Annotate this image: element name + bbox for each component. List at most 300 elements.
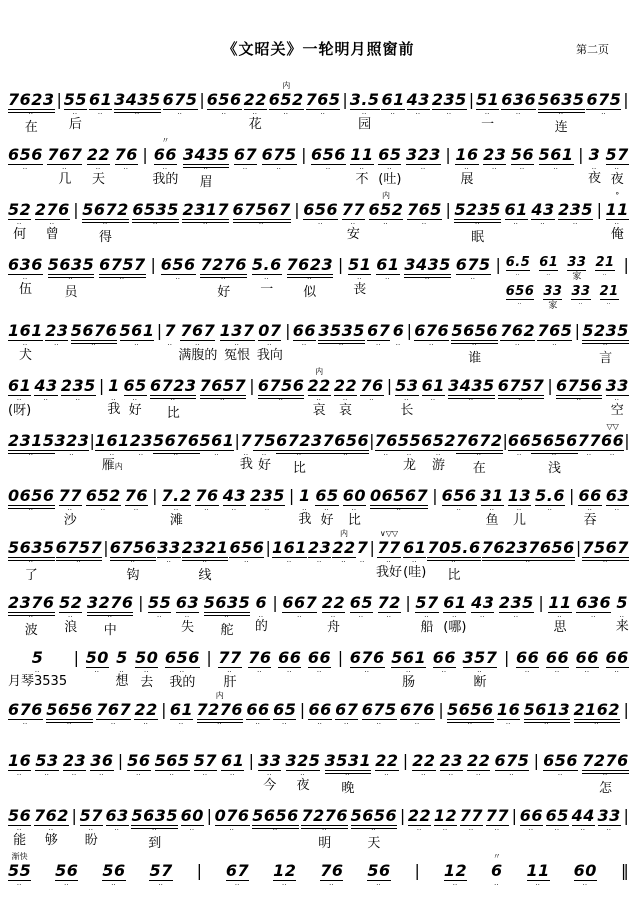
lyric: 眠 (471, 230, 485, 245)
note-group (334, 377, 357, 418)
note-group (248, 649, 271, 668)
note-group (131, 807, 178, 851)
lyric: 盼 (84, 833, 98, 848)
lyric: 了 (24, 568, 38, 583)
note-group (262, 146, 297, 165)
lyric: 天 (91, 172, 105, 187)
note-group (55, 432, 90, 451)
lyric: 滩 (169, 513, 183, 528)
note-digits: 23 ‥ (45, 322, 68, 341)
note-digits: 60 ‥ (343, 487, 366, 506)
annotation-mark: 内 (315, 367, 324, 376)
barline: | (299, 700, 306, 719)
note-digits: 7276 ‥ (197, 701, 244, 723)
note-digits: 2315 ‥ (8, 432, 55, 454)
note-group (378, 594, 401, 613)
note-digits: 7567 ‥ (582, 539, 629, 561)
note-digits: 5656 ‥ (447, 701, 494, 723)
note-digits: 52 ‥ (59, 594, 82, 613)
stack-voice-bottom (506, 285, 619, 311)
note-digits: 675 ‥ (262, 146, 297, 165)
note-group (229, 539, 264, 558)
barline: | (73, 648, 80, 667)
note-group (181, 807, 204, 826)
note-digits: 61 ‥ (376, 256, 399, 275)
note-digits: 767 ‥ (180, 322, 215, 341)
note-digits: 66 ‥ (516, 649, 539, 668)
note-digits: 325 ‥ (286, 752, 321, 771)
note-digits: 656 ‥ (543, 752, 578, 771)
lyric: 失 (181, 620, 195, 635)
note-digits: 61 ‥ (443, 594, 466, 613)
note-group (539, 256, 558, 271)
lyric: 龙 (402, 458, 416, 473)
note-digits: 76 ‥ (115, 146, 138, 165)
note-digits: 61 ‥ (170, 701, 193, 720)
barline: | (574, 321, 581, 340)
note-group (55, 862, 78, 881)
note-group (500, 322, 535, 341)
note-digits: 1 ‥ (108, 377, 120, 395)
note-group (135, 649, 158, 690)
note-digits: 656 ‥ (303, 201, 338, 220)
note-digits: 6723 ‥ (276, 432, 323, 454)
note-group (511, 146, 534, 165)
note-group (71, 322, 118, 344)
score-line-9 (6, 528, 631, 583)
note-group (408, 807, 431, 826)
note-group (59, 594, 82, 635)
note-group (308, 539, 331, 558)
note-group (448, 377, 495, 399)
lyric: 满腹的 (178, 348, 218, 363)
note-digits: 161 ‥ (95, 432, 130, 451)
barline: | (285, 321, 291, 340)
note-group (303, 201, 338, 220)
lyric: 夜 (587, 171, 601, 186)
note-digits: 66 ‥ (246, 701, 269, 720)
lyric: 一 (260, 282, 274, 297)
note-group (378, 146, 401, 187)
note-group (375, 752, 398, 771)
lyric: 到 (148, 836, 162, 851)
note-digits: 561 ‥ (539, 146, 574, 165)
note-group (315, 487, 338, 528)
note-group (34, 377, 57, 396)
lyric: 夜 (296, 778, 310, 793)
note-digits: 656 ‥ (506, 285, 535, 300)
note-group (63, 752, 86, 771)
barline: | (495, 255, 501, 274)
note-digits: 12 ‥ (273, 862, 296, 881)
note-digits: 57 ‥ (149, 862, 172, 881)
note-group (483, 146, 506, 165)
note-group (567, 256, 586, 282)
score-line-7 (6, 421, 631, 476)
barline: | (71, 806, 77, 825)
note-group (244, 91, 267, 132)
note-digits: 56 ‥ (127, 752, 150, 771)
note-digits: 235 ‥ (61, 377, 96, 396)
lyric: 后 (68, 117, 82, 132)
note-digits: 767 ‥ (47, 146, 82, 165)
stack-voice-top (506, 256, 619, 282)
note-digits: 66 ‥ (601, 432, 624, 451)
note-digits: 235 ‥ (250, 487, 285, 506)
note-digits: 5672 ‥ (82, 201, 129, 223)
lyric: 谁 (468, 351, 482, 366)
note-group (115, 649, 128, 689)
score-line-2 (6, 135, 631, 190)
lyric: 夜 (610, 172, 624, 187)
note-digits: 76 ‥ (360, 377, 383, 396)
note-digits: 56 ‥ (367, 862, 390, 881)
score-title: 《文昭关》一轮明月照窗前 (222, 40, 415, 58)
note-digits: 13 ‥ (508, 487, 531, 506)
barline: | (538, 593, 544, 612)
note-digits: 765 ‥ (407, 201, 442, 220)
lyric: 波 (24, 623, 38, 638)
note-group (255, 594, 268, 634)
note-digits: 57 ‥ (80, 807, 103, 826)
note-digits: 16 ‥ (455, 146, 478, 165)
lyric: 连 (554, 120, 568, 135)
note-group (95, 432, 130, 474)
note-digits: 22 ‥ (308, 377, 331, 396)
note-group (407, 91, 430, 110)
barline: | (623, 700, 629, 719)
note-group (482, 539, 575, 561)
note-digits: 65 ‥ (124, 377, 147, 396)
note-digits: 16 ‥ (497, 701, 520, 720)
note-digits: 33 ‥ (157, 539, 180, 558)
note-digits: 323 ‥ (406, 146, 441, 165)
note-digits: 21 ‥ (600, 285, 619, 300)
note-group (376, 256, 399, 275)
note-group (403, 539, 426, 580)
note-group (415, 594, 438, 635)
lyric: 伍 (18, 282, 32, 297)
note-digits: 5635 ‥ (131, 807, 178, 829)
lyric: 空 (610, 403, 624, 418)
note-group (161, 256, 196, 275)
note-digits: 57 ‥ (606, 146, 629, 165)
note-group (508, 432, 531, 451)
note-group (157, 539, 180, 558)
note-digits: 33 ‥ (258, 752, 281, 771)
note-group (204, 594, 251, 638)
note-digits: 22 ‥ (244, 91, 267, 110)
note-group (200, 377, 247, 399)
note-digits: 161 ‥ (272, 539, 307, 558)
note-group (481, 487, 504, 528)
note-group (444, 862, 467, 881)
annotation-mark: ▽▽ (606, 422, 619, 431)
lyric: 游 (432, 458, 446, 473)
note-digits: 61 ‥ (539, 256, 558, 271)
note-digits: 076 ‥ (215, 807, 250, 826)
lyric: 眉 (199, 175, 213, 190)
lyric: 言 (599, 351, 613, 366)
note-group (8, 146, 43, 165)
note-group (48, 256, 95, 300)
note-group (258, 377, 305, 399)
lyric: 哀 (312, 403, 326, 418)
note-group (375, 432, 398, 451)
lyric: 我 (107, 402, 121, 417)
note-group (578, 432, 601, 451)
note-digits: 7672 ‥ (456, 432, 503, 454)
note-group (606, 649, 629, 668)
note-digits: 63 ‥ (176, 594, 199, 613)
lyric: 冤恨 (224, 348, 251, 363)
note-group (46, 701, 93, 723)
note-digits: 56 ‥ (102, 862, 125, 881)
note-group (318, 322, 365, 344)
note-group (134, 701, 157, 720)
note-group (252, 256, 282, 297)
lyric: (呀) (8, 403, 32, 418)
note-group (240, 432, 253, 472)
annotation-mark: 内 (339, 529, 348, 538)
barline: | (206, 806, 212, 825)
note-group (130, 432, 153, 451)
lyric: 何 (13, 227, 27, 242)
note-group (546, 649, 569, 668)
note-digits: 06567 ‥ (370, 487, 428, 509)
note-group (357, 539, 369, 557)
score-line-12 (6, 690, 631, 741)
note-group (543, 752, 578, 771)
lyric: 明 (318, 836, 332, 851)
barline: | (206, 648, 212, 667)
note-digits: 6756 ‥ (110, 539, 157, 561)
note-group (571, 285, 590, 300)
annotation-mark: 内 (215, 691, 224, 700)
barline: | (405, 593, 411, 612)
note-group (226, 862, 249, 881)
note-group (600, 422, 625, 451)
note-digits: 2317 ‥ (182, 201, 229, 223)
note-group (8, 256, 43, 297)
note-group (548, 594, 571, 635)
note-group (178, 322, 217, 363)
note-digits: 33 ‥ (598, 807, 621, 826)
note-group (398, 432, 421, 473)
note-group (412, 752, 435, 771)
note-digits: 60 ‥ (181, 807, 204, 826)
barline: | (369, 538, 375, 557)
note-group (451, 322, 498, 366)
note-group (460, 807, 483, 826)
note-digits: 652 ‥ (269, 91, 304, 110)
note-group (506, 285, 535, 300)
note-digits: 6757 ‥ (56, 539, 103, 561)
note-digits: 21 ‥ (595, 256, 614, 271)
note-group (427, 539, 480, 583)
lyric: 长 (400, 403, 414, 418)
note-digits: 675 ‥ (456, 256, 491, 275)
note-group (195, 487, 218, 506)
note-group (391, 649, 426, 690)
note-digits: 51 ‥ (476, 91, 499, 110)
note-group (343, 487, 366, 528)
note-digits: 61 ‥ (381, 91, 404, 110)
note-group (370, 487, 428, 509)
barline: | (406, 321, 412, 340)
note-digits: 66 ‥ (293, 322, 316, 341)
note-digits: 3435 ‥ (404, 256, 451, 278)
note-group (572, 807, 595, 826)
note-digits: 76 ‥ (320, 862, 343, 881)
note-group (8, 852, 32, 881)
note-group (8, 649, 67, 689)
note-group (8, 701, 43, 720)
note-group (467, 752, 490, 771)
note-group (182, 539, 229, 583)
note-group (616, 594, 629, 634)
note-group (606, 487, 629, 506)
note-digits: 66 ‥ (576, 649, 599, 668)
note-digits: 7623 ‥ (287, 256, 334, 278)
lyric: 在 (472, 461, 486, 476)
note-group (258, 752, 281, 793)
lyric: 我的 (169, 675, 196, 690)
note-digits: 43 ‥ (531, 201, 554, 220)
note-digits: 5 ‥ (32, 649, 44, 667)
note-group (598, 807, 621, 826)
note-group (183, 146, 230, 190)
note-digits: 7.2 ‥ (162, 487, 192, 506)
barline: | (386, 376, 393, 395)
lyric: 来 (615, 619, 629, 634)
note-group (149, 862, 172, 881)
note-group (273, 701, 296, 720)
note-digits: 6535 ‥ (132, 201, 179, 223)
lyric: 能 (13, 833, 27, 848)
note-digits: 3276 ‥ (87, 594, 134, 616)
note-digits: 66 ‥ (308, 649, 331, 668)
lyric: 晚 (341, 781, 355, 796)
lyric: 安 (346, 227, 360, 242)
note-digits: 235 ‥ (558, 201, 593, 220)
barline: | (502, 431, 508, 450)
note-group (350, 649, 385, 668)
note-digits: 67 ‥ (234, 146, 257, 165)
barline: | (89, 431, 95, 450)
note-digits: 5.6 ‥ (535, 487, 565, 506)
lyric: 我 (298, 512, 312, 527)
note-digits: 675 ‥ (586, 91, 621, 110)
lyric: 儿 (512, 513, 526, 528)
note-digits: 5 ‥ (116, 649, 128, 667)
note-group (348, 256, 371, 297)
note-digits: 23 ‥ (130, 432, 153, 451)
note-digits: 65 ‥ (315, 487, 338, 506)
note-group (252, 807, 299, 829)
annotation-mark: 〃 (492, 852, 501, 861)
lyric: 一 (481, 117, 495, 132)
note-group (286, 752, 321, 793)
note-group (308, 649, 331, 668)
note-digits: 22 ‥ (375, 752, 398, 771)
lyric: (吐) (378, 172, 402, 187)
note-group (600, 285, 619, 300)
lyric: 得 (99, 230, 113, 245)
note-digits: 235 ‥ (432, 91, 467, 110)
lyric: 家 (572, 272, 582, 282)
note-group (287, 256, 334, 300)
note-digits: 561 ‥ (200, 432, 235, 451)
note-digits: 31 ‥ (481, 487, 504, 506)
note-group (127, 752, 150, 771)
note-group (442, 487, 477, 506)
note-group (148, 594, 171, 613)
note-group (606, 146, 629, 187)
barline: | (547, 376, 553, 395)
lyric: 的 (254, 619, 268, 634)
note-group (164, 322, 176, 340)
note-group (276, 432, 323, 476)
lyric: 好 (128, 403, 142, 418)
note-digits: 7 ‥ (357, 539, 369, 557)
note-digits: 33 ‥ (606, 377, 629, 396)
note-group (307, 367, 331, 418)
note-digits: 77 ‥ (486, 807, 509, 826)
note-group (400, 701, 435, 720)
note-digits: 56 ‥ (8, 807, 31, 826)
note-digits: 652 ‥ (86, 487, 121, 506)
annotation-mark: 内 (282, 81, 291, 90)
note-group (323, 432, 370, 454)
barline: | (578, 145, 584, 164)
note-digits: 656 ‥ (442, 487, 477, 506)
score-line-15 (6, 851, 631, 902)
note-group (447, 701, 494, 723)
note-group (456, 256, 491, 275)
note-digits: 77 ‥ (218, 649, 241, 668)
note-group (582, 322, 629, 366)
note-group (215, 807, 250, 826)
note-group (320, 862, 343, 881)
lyric: 比 (292, 461, 306, 476)
note-digits: 675 ‥ (495, 752, 530, 771)
lyric: 肝 (223, 675, 237, 690)
annotation-mark: 〃 (161, 136, 170, 145)
note-group (176, 594, 199, 635)
note-group (381, 91, 404, 110)
note-digits: 3435 ‥ (448, 377, 495, 399)
score-line-14 (6, 796, 631, 851)
lyric: 怎 (598, 781, 612, 796)
note-digits: 652 ‥ (369, 201, 404, 220)
note-group (272, 539, 307, 558)
note-digits: 3435 ‥ (183, 146, 230, 168)
note-group (406, 146, 441, 165)
barline: | (624, 431, 630, 450)
lyric: 想 (115, 674, 129, 689)
note-group (234, 146, 257, 165)
note-group (606, 377, 629, 418)
note-digits: 67 ‥ (226, 862, 249, 881)
note-group (588, 146, 601, 186)
note-digits: 77 ‥ (578, 432, 601, 451)
note-group (8, 807, 31, 848)
barline: | (249, 376, 255, 395)
note-group (490, 852, 503, 880)
lyric: 好 (257, 458, 271, 473)
note-group (64, 91, 87, 132)
